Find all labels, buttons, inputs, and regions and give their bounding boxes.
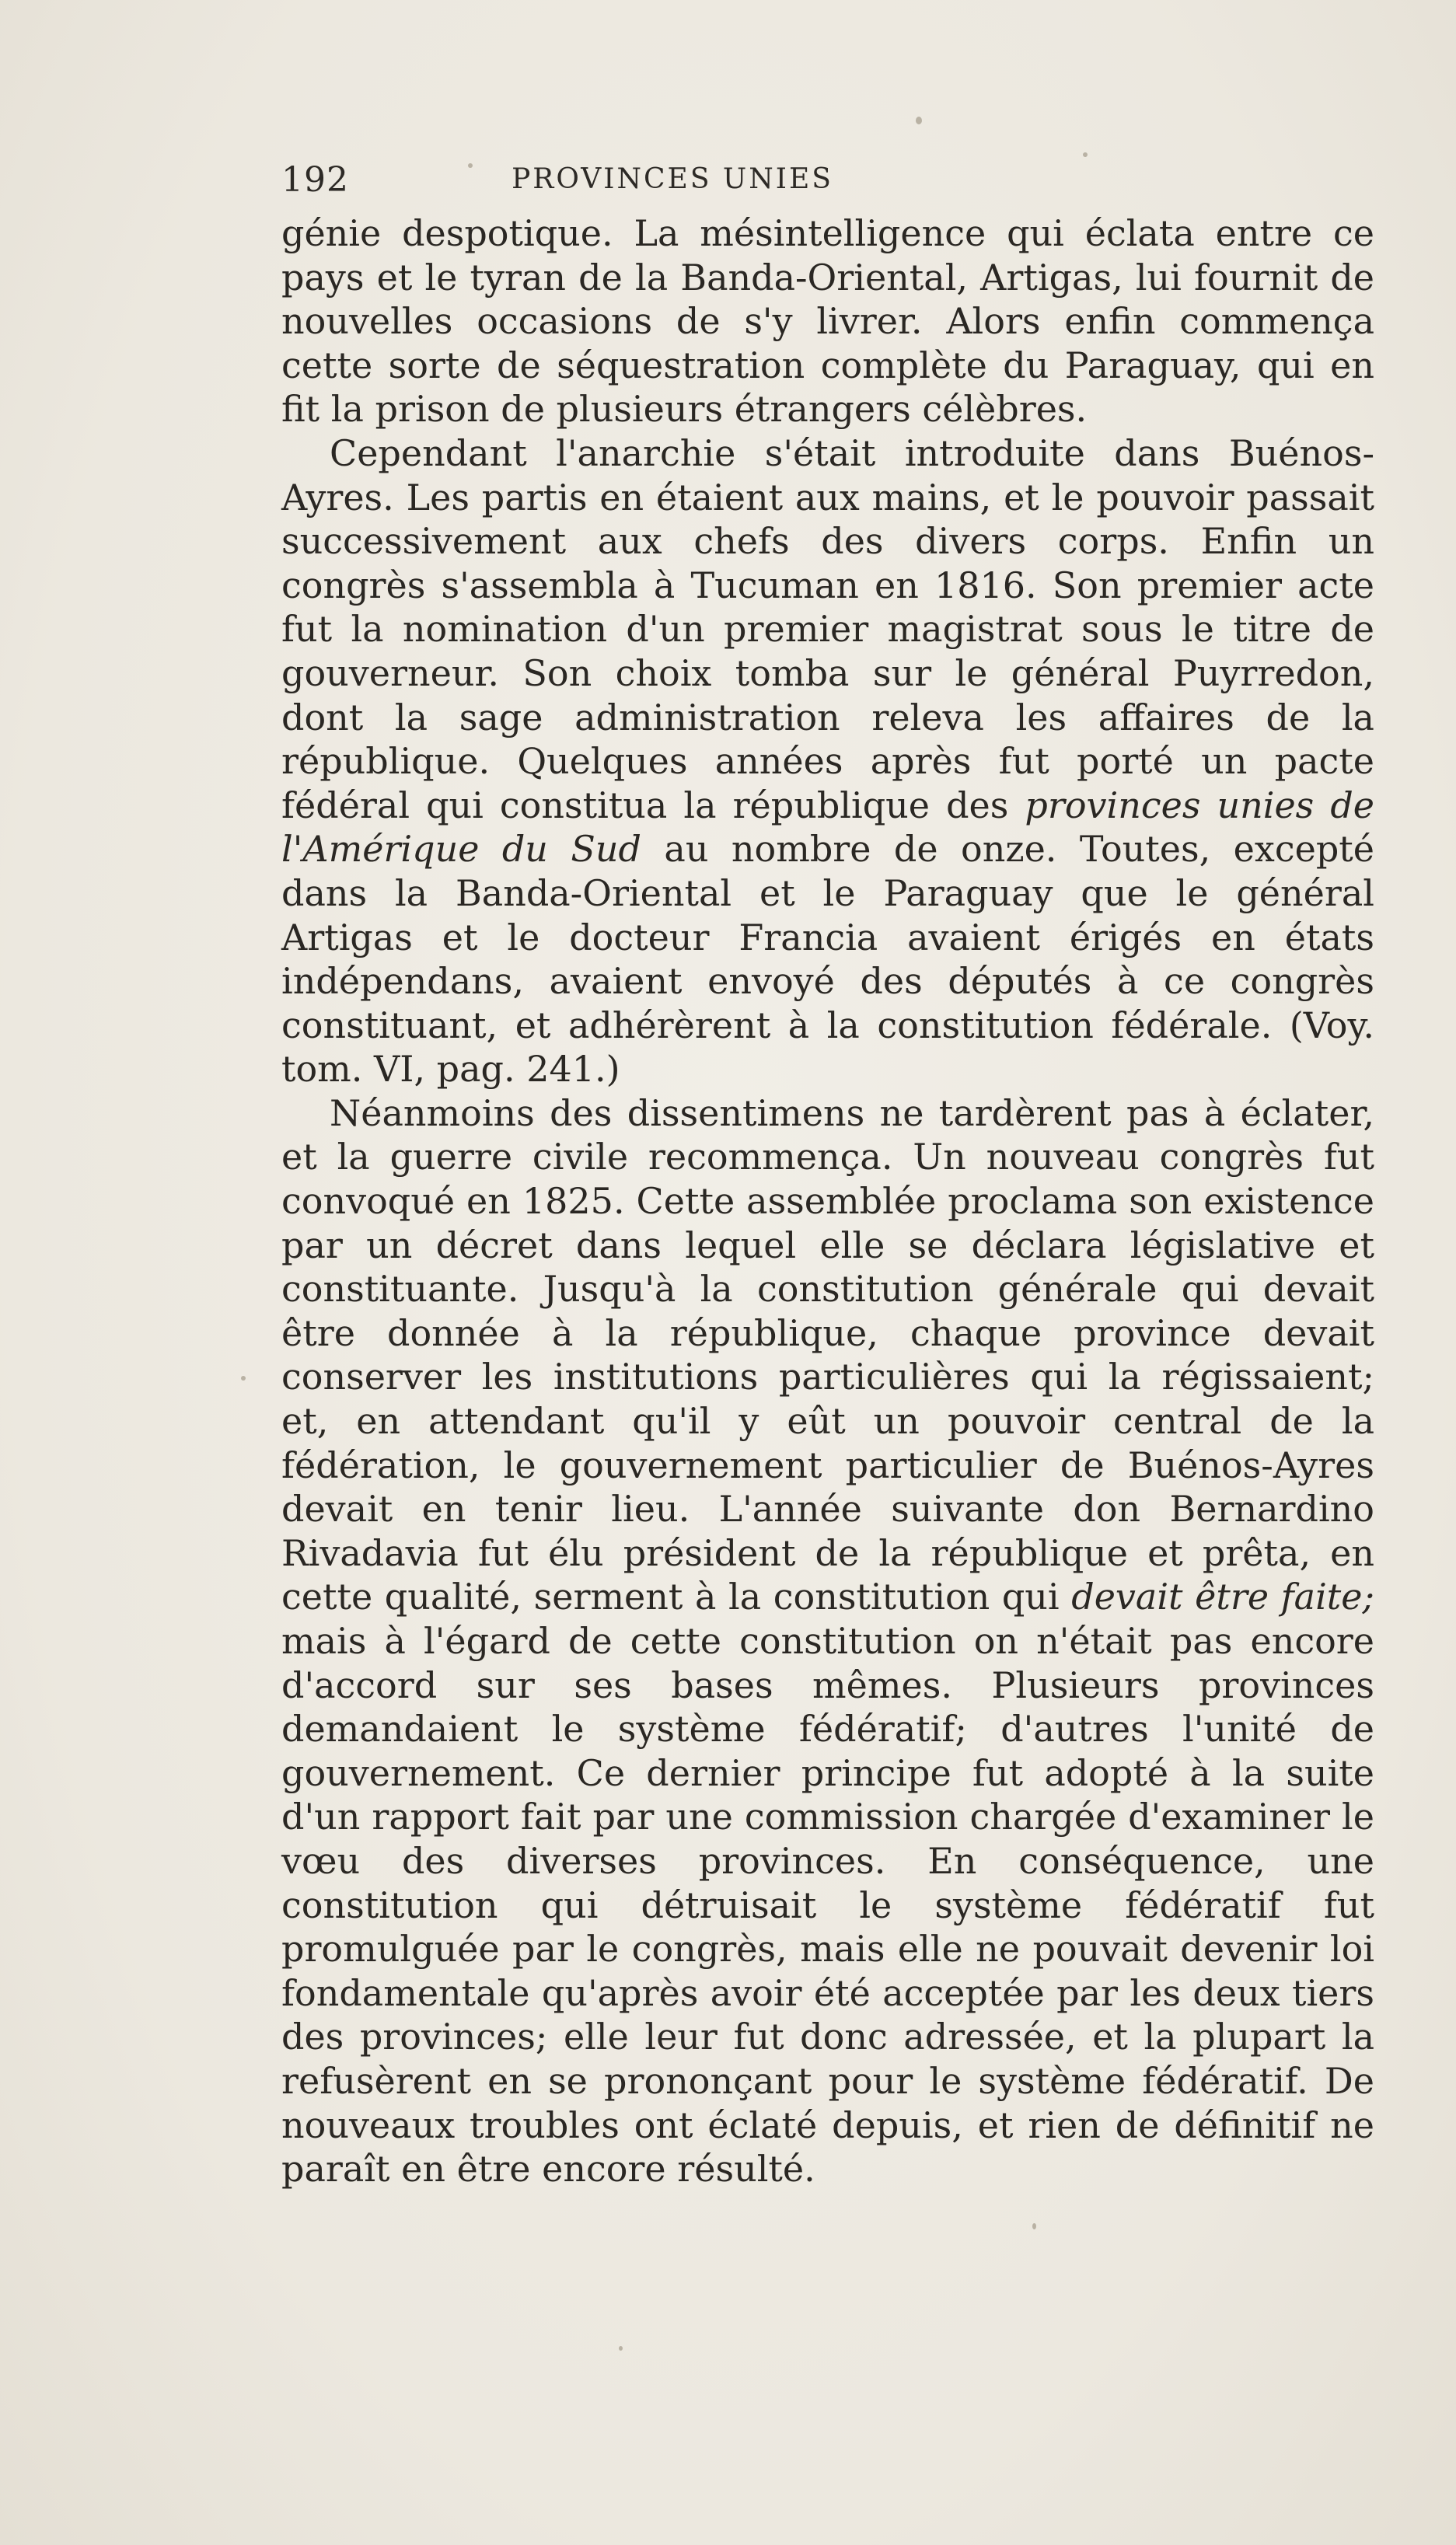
paragraph-3 <box>281 1091 1374 2191</box>
page-number: 192 <box>281 160 349 200</box>
italic-title: provinces unies de l'Amérique du Sud <box>281 784 1374 871</box>
paper-speck <box>1032 2223 1036 2229</box>
italic-phrase: devait être faite; <box>1071 1576 1375 1618</box>
paper-speck <box>619 2346 623 2351</box>
paragraph-text: au nombre de onze. Toutes, excepté dans la Banda-Oriental et le Paraguay que le général Artigas et le docteur Francia avaient érigés en états indépendans, avaient envoyé des députés à ce congrès constituant, et adhérèrent à la constitution fédérale. (Voy. tom. VI, pag. 241.) <box>281 828 1374 1091</box>
paragraph-2 <box>281 431 1374 1091</box>
paper-speck <box>241 1376 246 1381</box>
paragraph-text: mais à l'égard de cette constitution on n'était pas encore d'accord sur ses bases mêmes. Plusieurs provinces demandaient le système fédératif; d'autres l'unité de gouvernement. Ce dernier principe fut adopté à la suite d'un rapport fait par une commission chargée d'examiner le vœu des diverses provinces. En conséquence, une constitution qui détruisait le système fédératif fut promulguée par le congrès, mais elle ne pouvait devenir loi fondamentale qu'après avoir été acceptée par les deux tiers des provinces; elle leur fut donc adressée, et la plupart la refusèrent en se prononçant pour le système fédératif. De nouveaux troubles ont éclaté depuis, et rien de définitif ne paraît en être encore résulté. <box>281 1620 1374 2191</box>
running-head: PROVINCES UNIES <box>512 163 833 195</box>
page-header <box>281 160 1063 207</box>
paper-speck <box>916 117 922 124</box>
paragraph-1 <box>281 211 1374 431</box>
paragraph-text: Cependant l'anarchie s'était introduite dans Buénos-Ayres. Les partis en étaient aux mains, et le pouvoir passait successivement aux chefs des divers corps. Enfin un congrès s'assembla à Tucuman en 1816. Son premier acte fut la nomination d'un premier magistrat sous le titre de gouverneur. Son choix tomba sur le général Puyrredon, dont la sage administration releva les affaires de la république. Quelques années après fut porté un pacte fédéral qui constitua la république des <box>281 431 1374 826</box>
paper-speck <box>1083 152 1088 157</box>
paragraph-text: génie despotique. La mésintelligence qui éclata entre ce pays et le tyran de la Banda-Oriental, Artigas, lui fournit de nouvelles occasions de s'y livrer. Alors enfin commença cette sorte de séquestration complète du Paraguay, qui en fit la prison de plusieurs étrangers célèbres. <box>281 212 1374 431</box>
paragraph-text: Néanmoins des dissentimens ne tardèrent pas à éclater, et la guerre civile recommença. Un nouveau congrès fut convoqué en 1825. Cette assemblée proclama son existence par un décret dans lequel elle se déclara législative et constituante. Jusqu'à la constitution générale qui devait être donnée à la république, chaque province devait conserver les institutions particulières qui la régissaient; et, en attendant qu'il y eût un pouvoir central de la fédération, le gouvernement particulier de Buénos-Ayres devait en tenir lieu. L'année suivante don Bernardino Rivadavia fut élu président de la république et prêta, en cette qualité, serment à la constitution qui <box>281 1091 1374 1618</box>
body-text <box>281 211 1374 2191</box>
